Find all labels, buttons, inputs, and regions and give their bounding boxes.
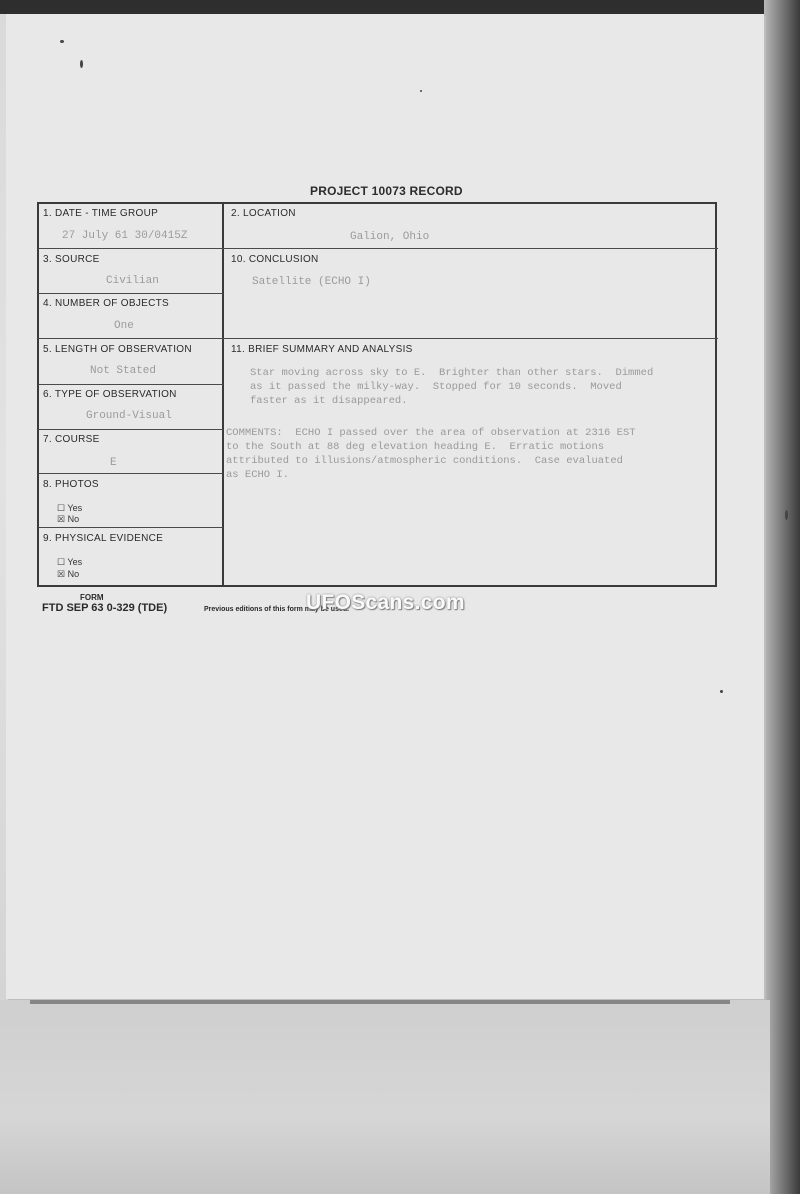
date-time-label: 1. DATE - TIME GROUP (43, 208, 159, 219)
number-of-objects-value: One (114, 320, 134, 332)
form-label: FORM (80, 593, 104, 602)
number-of-objects-label: 4. NUMBER OF OBJECTS (43, 298, 170, 309)
physical-evidence-no-checkbox: ☒ No (57, 569, 80, 579)
length-of-observation-value: Not Stated (90, 365, 157, 377)
comments-text: COMMENTS: ECHO I passed over the area of observation at 2316 EST to the South at 88 deg elevation heading E. Erratic motions attributed to illusions/atmospheric conditions. Case evaluated as ECHO I. (226, 427, 636, 481)
form-row-divider (38, 248, 718, 249)
watermark: UFOScans.com (306, 591, 465, 614)
record-title: PROJECT 10073 RECORD (310, 184, 463, 198)
summary-text: Star moving across sky to E. Brighter than other stars. Dimmed as it passed the milky-way. Stopped for 10 seconds. Moved faster as it disappeared. (250, 367, 654, 407)
previous-editions-note: Previous editions of this form may be used. (204, 606, 350, 613)
form-column-divider (222, 202, 224, 587)
form-row-divider (38, 473, 223, 474)
photos-label: 8. PHOTOS (43, 479, 99, 490)
physical-evidence-label: 9. PHYSICAL EVIDENCE (43, 533, 164, 544)
dust-speck (80, 60, 83, 68)
form-row-divider (38, 384, 223, 385)
sheet-bottom-edge (30, 1000, 730, 1004)
conclusion-value: Satellite (ECHO I) (252, 276, 371, 288)
dust-speck (420, 90, 422, 92)
source-value: Civilian (106, 275, 159, 287)
dust-speck (720, 690, 723, 693)
form-row-divider (38, 293, 223, 294)
type-of-observation-label: 6. TYPE OF OBSERVATION (43, 389, 177, 400)
date-time-value: 27 July 61 30/0415Z (62, 230, 188, 242)
form-row-divider (38, 429, 223, 430)
location-label: 2. LOCATION (231, 208, 296, 219)
conclusion-label: 10. CONCLUSION (231, 254, 319, 265)
form-row-divider (38, 338, 718, 339)
physical-evidence-yes-checkbox: ☐ Yes (57, 557, 83, 567)
course-label: 7. COURSE (43, 434, 100, 445)
photos-yes-checkbox: ☐ Yes (57, 503, 83, 513)
form-id: FTD SEP 63 0-329 (TDE) (42, 602, 168, 614)
summary-label: 11. BRIEF SUMMARY AND ANALYSIS (231, 344, 413, 355)
scan-top-edge (0, 0, 800, 14)
location-value: Galion, Ohio (350, 231, 430, 243)
course-value: E (110, 457, 117, 469)
form-row-divider (38, 527, 223, 528)
length-of-observation-label: 5. LENGTH OF OBSERVATION (43, 344, 192, 355)
photos-no-checkbox: ☒ No (57, 514, 80, 524)
dust-speck (60, 40, 64, 43)
source-label: 3. SOURCE (43, 254, 100, 265)
dust-speck (785, 510, 788, 520)
scan-lower-area (0, 1000, 770, 1194)
type-of-observation-value: Ground-Visual (86, 410, 172, 422)
